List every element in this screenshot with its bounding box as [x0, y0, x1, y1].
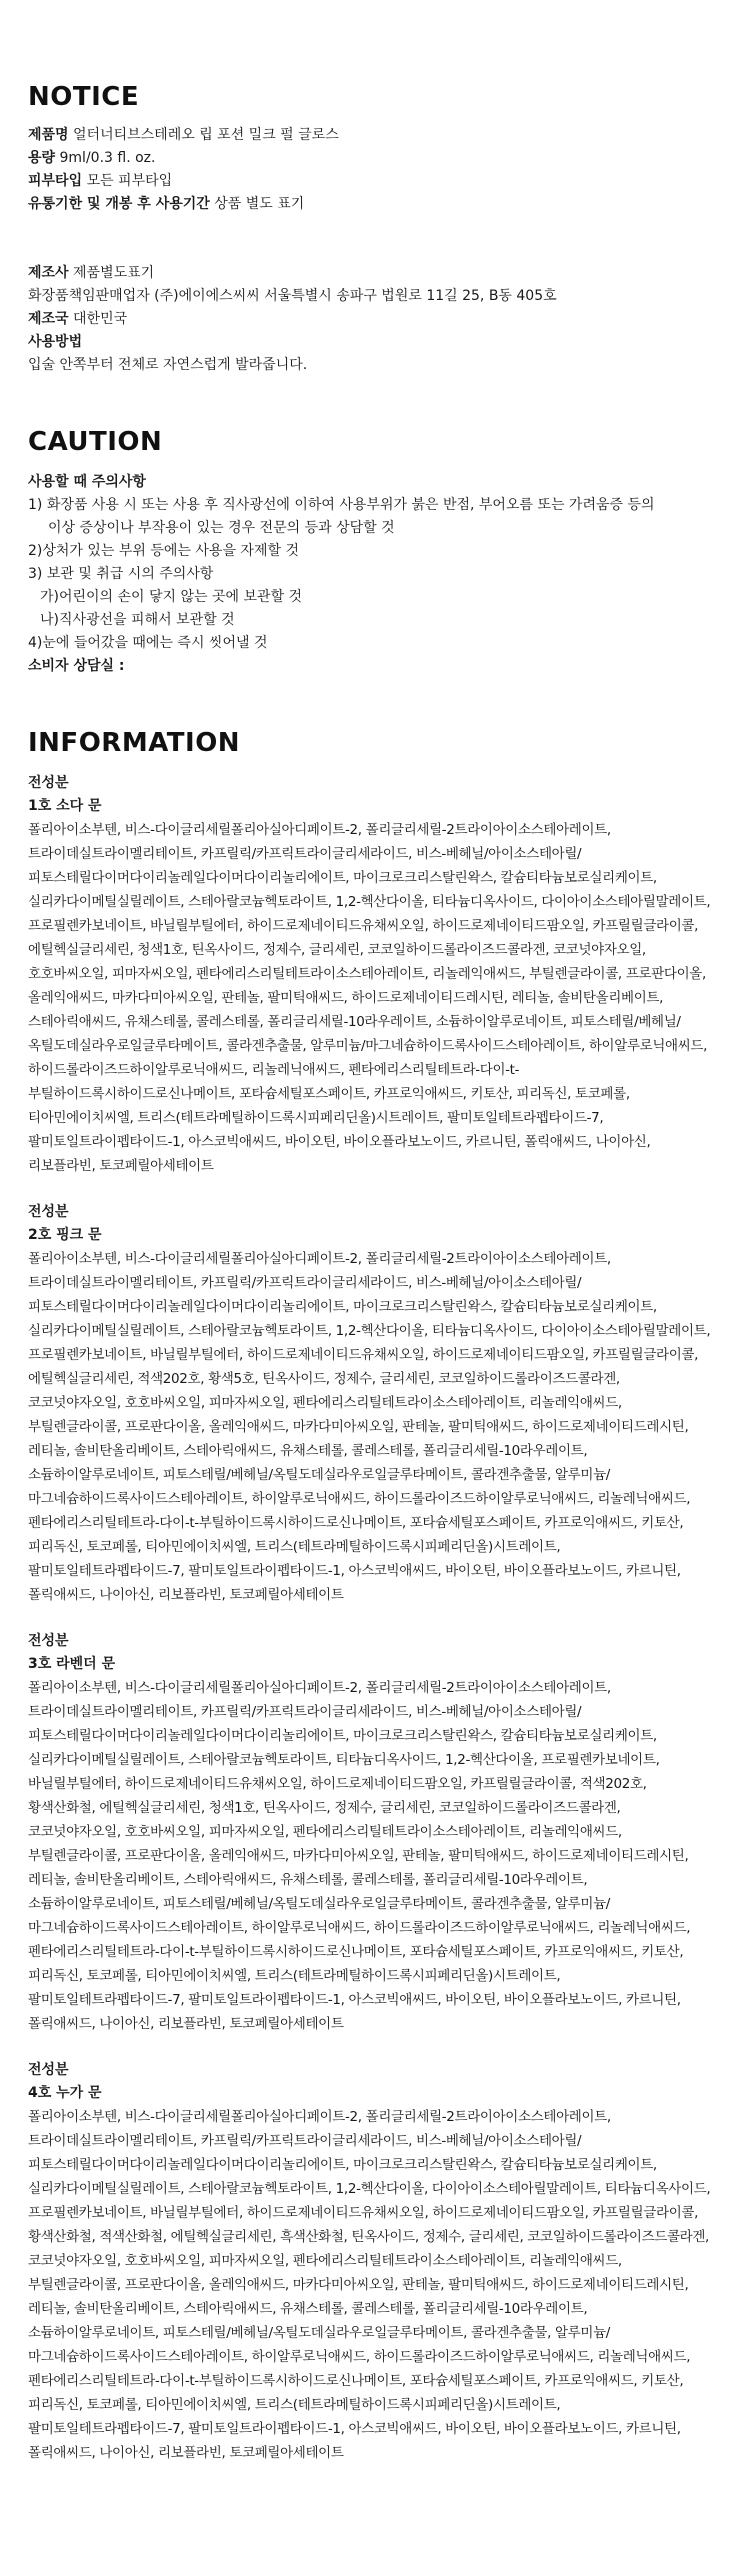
caution-line: 1) 화장품 사용 시 또는 사용 후 직사광선에 이하여 사용부위가 붉은 반점, 부어오름 또는 가려움증 등의 — [28, 497, 655, 513]
variant-name: 3호 라벤더 문 — [28, 1656, 116, 1672]
notice-row-product-name — [28, 124, 715, 147]
notice-row-country — [28, 308, 715, 331]
notice-value: 상품 별도 표기 — [214, 196, 305, 212]
ingredient-label: 전성분 — [28, 2062, 69, 2078]
caution-title: CAUTION — [28, 427, 163, 457]
notice-label: 제조사 — [28, 265, 69, 281]
notice-label: 피부타입 — [28, 173, 83, 189]
notice-value: 9ml/0.3 fl. oz. — [59, 150, 156, 166]
notice-label: 사용방법 — [28, 334, 83, 350]
notice-row-expiry — [28, 193, 715, 216]
ingredient-label: 전성분 — [28, 1204, 69, 1220]
notice-row-manufacturer — [28, 262, 715, 285]
notice-section — [28, 82, 715, 377]
caution-line: 이상 증상이나 부작용이 있는 경우 전문의 등과 상담할 것 — [48, 520, 395, 536]
variant-name: 4호 누가 문 — [28, 2085, 102, 2101]
caution-line: 3) 보관 및 취급 시의 주의사항 — [28, 566, 214, 582]
information-title: INFORMATION — [28, 728, 241, 758]
ingredient-list: 폴리아이소부텐, 비스-다이글리세릴폴리아실아디페이트-2, 폴리글리세릴-2트라이아이소스테아레이트, 트라이데실트라이멜리테이트, 카프릴릭/카프릭트라이글리세라이드, 비스-베헤닐/아이소스테아릴/피토스테릴다이머다이리놀레일다이머다이리놀리에이트, 마이크로크리스탈린왁스, 칼슘티타늄보로실리케이트, 실리카다이메틸실릴레이트, 스테아랄코늄헥토라이트, 티타늄디옥사이드, 1,2-헥산다이올, 프로필렌카보네이트, 바닐릴부틸에터, 하이드로제네이티드유채씨오일, 하이드로제네이티드팜오일, 카프릴릴글라이콜, 적색202호, 황색산화철, 에틸헥실글리세린, 청색1호, 틴옥사이드, 정제수, 글리세린, 코코일하이드롤라이즈드콜라겐, 코코넛야자오일, 호호바씨오일, 피마자씨오일, 펜타에리스리틸테트라이소스테아레이트, 리놀레익애씨드, 부틸렌글라이콜, 프로판다이올, 올레익애씨드, 마카다미아씨오일, 판테놀, 팔미틱애씨드, 하이드로제네이티드레시틴, 레티놀, 솔비탄올리베이트, 스테아릭애씨드, 유채스테롤, 콜레스테롤, 폴리글리세릴-10라우레이트, 소듐하이알루로네이트, 피토스테릴/베헤닐/옥틸도데실라우로일글루타메이트, 콜라겐추출물, 알루미늄/마그네슘하이드록사이드스테아레이트, 하이알루로닉애씨드, 하이드롤라이즈드하이알루로닉애씨드, 리놀레닉애씨드, 펜타에리스리틸테트라-다이-t-부틸하이드록시하이드로신나메이트, 포타슘세틸포스페이트, 카프로익애씨드, 키토산, 피리독신, 토코페롤, 티아민에이치씨엘, 트리스(테트라메틸하이드록시피페리딘올)시트레이트, 팔미토일테트라펩타이드-7, 팔미토일트라이펩타이드-1, 아스코빅애씨드, 바이오틴, 바이오플라보노이드, 카르니틴, 폴릭애씨드, 나이아신, 리보플라빈, 토코페릴아세테이트 — [28, 1680, 691, 2032]
notice-body — [28, 124, 715, 377]
notice-row-usage-label — [28, 331, 715, 354]
variant-name: 2호 핑크 문 — [28, 1227, 102, 1243]
ingredient-list: 폴리아이소부텐, 비스-다이글리세릴폴리아실아디페이트-2, 폴리글리세릴-2트라이아이소스테아레이트, 트라이데실트라이멜리테이트, 카프릴릭/카프릭트라이글리세라이드, 비스-베헤닐/아이소스테아릴/피토스테릴다이머다이리놀레일다이머다이리놀리에이트, 마이크로크리스탈린왁스, 칼슘티타늄보로실리케이트, 실리카다이메틸실릴레이트, 스테아랄코늄헥토라이트, 1,2-헥산다이올, 티타늄디옥사이드, 다이아이소스테아릴말레이트, 프로필렌카보네이트, 바닐릴부틸에터, 하이드로제네이티드유채씨오일, 하이드로제네이티드팜오일, 카프릴릴글라이콜, 에틸헥실글리세린, 적색202호, 황색5호, 틴옥사이드, 정제수, 글리세린, 코코일하이드롤라이즈드콜라겐, 코코넛야자오일, 호호바씨오일, 피마자씨오일, 펜타에리스리틸테트라이소스테아레이트, 리놀레익애씨드, 부틸렌글라이콜, 프로판다이올, 올레익애씨드, 마카다미아씨오일, 판테놀, 팔미틱애씨드, 하이드로제네이티드레시틴, 레티놀, 솔비탄올리베이트, 스테아릭애씨드, 유채스테롤, 콜레스테롤, 폴리글리세릴-10라우레이트, 소듐하이알루로네이트, 피토스테릴/베헤닐/옥틸도데실라우로일글루타메이트, 콜라겐추출물, 알루미늄/마그네슘하이드록사이드스테아레이트, 하이알루로닉애씨드, 하이드롤라이즈드하이알루로닉애씨드, 리놀레닉애씨드, 펜타에리스리틸테트라-다이-t-부틸하이드록시하이드로신나메이트, 포타슘세틸포스페이트, 카프로익애씨드, 키토산, 피리독신, 토코페롤, 티아민에이치씨엘, 트리스(테트라메틸하이드록시피페리딘올)시트레이트, 팔미토일테트라펩타이드-7, 팔미토일트라이펩타이드-1, 아스코빅애씨드, 바이오틴, 바이오플라보노이드, 카르니틴, 폴릭애씨드, 나이아신, 리보플라빈, 토코페릴아세테이트 — [28, 1251, 711, 1603]
notice-label: 유통기한 및 개봉 후 사용기간 — [28, 196, 210, 212]
notice-row-volume — [28, 147, 715, 170]
notice-label: 제조국 — [28, 311, 69, 327]
caution-line: 가)어린이의 손이 닿지 않는 곳에 보관할 것 — [40, 589, 303, 605]
notice-row-skin-type — [28, 170, 715, 193]
notice-label: 용량 — [28, 150, 56, 166]
caution-section — [28, 427, 715, 678]
notice-label: 제품명 — [28, 127, 69, 143]
notice-seller-line: 화장품책임판매업자 (주)에이에스씨씨 서울특별시 송파구 법원로 11길 25, B동 405호 — [28, 288, 557, 304]
caution-heading: 사용할 때 주의사항 — [28, 474, 146, 490]
caution-line: 4)눈에 들어갔을 때에는 즉시 씻어낼 것 — [28, 635, 268, 651]
notice-value: 제품별도표기 — [73, 265, 155, 281]
variant-name: 1호 소다 문 — [28, 798, 102, 814]
ingredient-block-2 — [28, 1201, 715, 1607]
information-section — [28, 728, 715, 2465]
notice-value: 대한민국 — [73, 311, 128, 327]
ingredient-list: 폴리아이소부텐, 비스-다이글리세릴폴리아실아디페이트-2, 폴리글리세릴-2트라이아이소스테아레이트, 트라이데실트라이멜리테이트, 카프릴릭/카프릭트라이글리세라이드, 비스-베헤닐/아이소스테아릴/피토스테릴다이머다이리놀레일다이머다이리놀리에이트, 마이크로크리스탈린왁스, 칼슘티타늄보로실리케이트, 실리카다이메틸실릴레이트, 스테아랄코늄헥토라이트, 1,2-헥산다이올, 다이아이소스테아릴말레이트, 티타늄디옥사이드, 프로필렌카보네이트, 바닐릴부틸에터, 하이드로제네이티드유채씨오일, 하이드로제네이티드팜오일, 카프릴릴글라이콜, 황색산화철, 적색산화철, 에틸헥실글리세린, 흑색산화철, 틴옥사이드, 정제수, 글리세린, 코코일하이드롤라이즈드콜라겐, 코코넛야자오일, 호호바씨오일, 피마자씨오일, 펜타에리스리틸테트라이소스테아레이트, 리놀레익애씨드, 부틸렌글라이콜, 프로판다이올, 올레익애씨드, 마카다미아씨오일, 판테놀, 팔미틱애씨드, 하이드로제네이티드레시틴, 레티놀, 솔비탄올리베이트, 스테아릭애씨드, 유채스테롤, 콜레스테롤, 폴리글리세릴-10라우레이트, 소듐하이알루로네이트, 피토스테릴/베헤닐/옥틸도데실라우로일글루타메이트, 콜라겐추출물, 알루미늄/마그네슘하이드록사이드스테아레이트, 하이알루로닉애씨드, 하이드롤라이즈드하이알루로닉애씨드, 리놀레닉애씨드, 펜타에리스리틸테트라-다이-t-부틸하이드록시하이드로신나메이트, 포타슘세틸포스페이트, 카프로익애씨드, 키토산, 피리독신, 토코페롤, 티아민에이치씨엘, 트리스(테트라메틸하이드록시피페리딘올)시트레이트, 팔미토일테트라펩타이드-7, 팔미토일트라이펩타이드-1, 아스코빅애씨드, 바이오틴, 바이오플라보노이드, 카르니틴, 폴릭애씨드, 나이아신, 리보플라빈, 토코페릴아세테이트 — [28, 2109, 711, 2461]
ingredient-block-4 — [28, 2059, 715, 2465]
caution-line: 2)상처가 있는 부위 등에는 사용을 자제할 것 — [28, 543, 299, 559]
notice-title: NOTICE — [28, 82, 140, 112]
notice-usage-text: 입술 안쪽부터 전체로 자연스럽게 발라줍니다. — [28, 357, 308, 373]
notice-value: 얼터너티브스테레오 립 포션 밀크 펄 글로스 — [73, 127, 339, 143]
caution-line: 나)직사광선을 피해서 보관할 것 — [40, 612, 235, 628]
information-body — [28, 772, 715, 2465]
ingredient-label: 전성분 — [28, 1633, 69, 1649]
ingredient-block-1 — [28, 772, 715, 1178]
ingredient-block-3 — [28, 1630, 715, 2036]
notice-value: 모든 피부타입 — [86, 173, 173, 189]
ingredient-list: 폴리아이소부텐, 비스-다이글리세릴폴리아실아디페이트-2, 폴리글리세릴-2트라이아이소스테아레이트, 트라이데실트라이멜리테이트, 카프릴릭/카프릭트라이글리세라이드, 비스-베헤닐/아이소스테아릴/피토스테릴다이머다이리놀레일다이머다이리놀리에이트, 마이크로크리스탈린왁스, 칼슘티타늄보로실리케이트, 실리카다이메틸실릴레이트, 스테아랄코늄헥토라이트, 1,2-헥산다이올, 티타늄디옥사이드, 다이아이소스테아릴말레이트, 프로필렌카보네이트, 바닐릴부틸에터, 하이드로제네이티드유채씨오일, 하이드로제네이티드팜오일, 카프릴릴글라이콜, 에틸헥실글리세린, 청색1호, 틴옥사이드, 정제수, 글리세린, 코코일하이드롤라이즈드콜라겐, 코코넛야자오일, 호호바씨오일, 피마자씨오일, 펜타에리스리틸테트라이소스테아레이트, 리놀레익애씨드, 부틸렌글라이콜, 프로판다이올, 올레익애씨드, 마카다미아씨오일, 판테놀, 팔미틱애씨드, 하이드로제네이티드레시틴, 레티놀, 솔비탄올리베이트, 스테아릭애씨드, 유채스테롤, 콜레스테롤, 폴리글리세릴-10라우레이트, 소듐하이알루로네이트, 피토스테릴/베헤닐/옥틸도데실라우로일글루타메이트, 콜라겐추출물, 알루미늄/마그네슘하이드록사이드스테아레이트, 하이알루로닉애씨드, 하이드롤라이즈드하이알루로닉애씨드, 리놀레닉애씨드, 펜타에리스리틸테트라-다이-t-부틸하이드록시하이드로신나메이트, 포타슘세틸포스페이트, 카프로익애씨드, 키토산, 피리독신, 토코페롤, 티아민에이치씨엘, 트리스(테트라메틸하이드록시피페리딘올)시트레이트, 팔미토일테트라펩타이드-7, 팔미토일트라이펩타이드-1, 아스코빅애씨드, 바이오틴, 바이오플라보노이드, 카르니틴, 폴릭애씨드, 나이아신, 리보플라빈, 토코페릴아세테이트 — [28, 822, 711, 1174]
ingredient-label: 전성분 — [28, 775, 69, 791]
caution-body — [28, 471, 715, 678]
consumer-contact-label: 소비자 상담실 : — [28, 658, 125, 674]
